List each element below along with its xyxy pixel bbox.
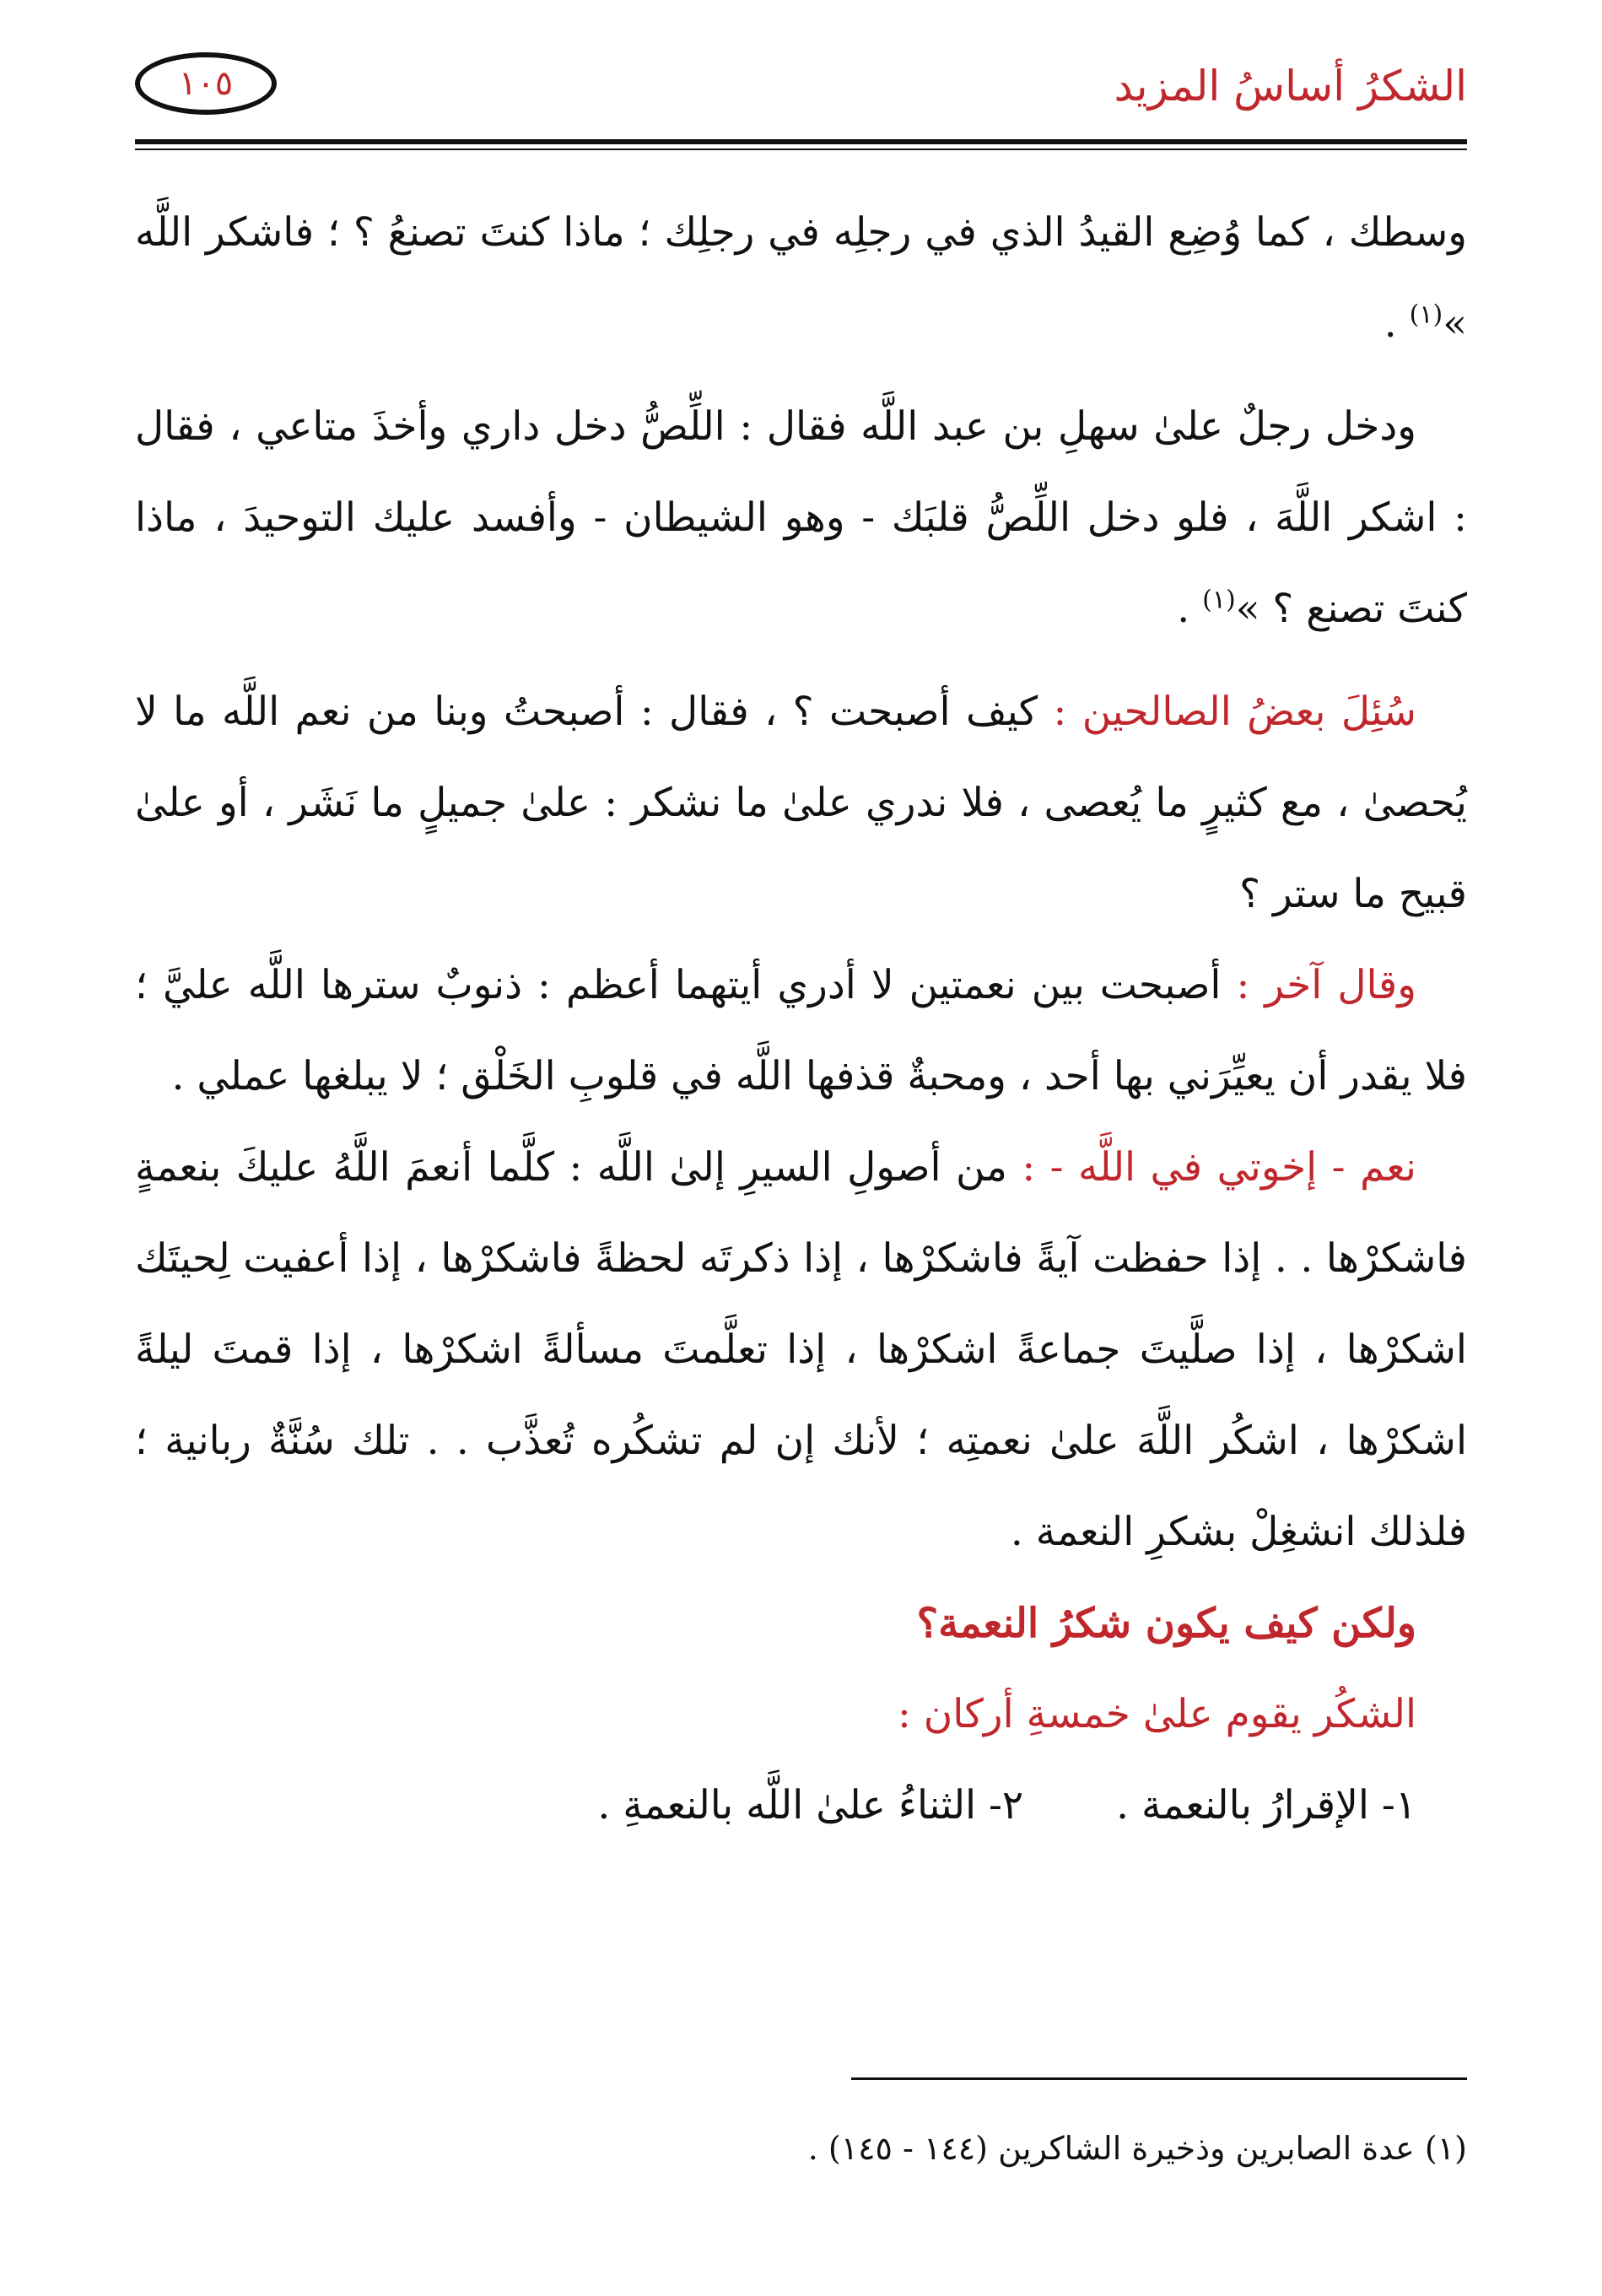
paragraph-3-lead: سُئِلَ بعضُ الصالحين :: [1053, 689, 1416, 735]
pillar-item-1: ١- الإقرارُ بالنعمة .: [1116, 1782, 1416, 1829]
header-divider-thin: [135, 149, 1467, 150]
main-text: [135, 187, 1467, 1851]
paragraph-2: [135, 381, 1467, 655]
page-header: [135, 52, 1467, 137]
footnote: (١) عدة الصابرين وذخيرة الشاكرين (١٤٤ - ١٤٥) .: [807, 2130, 1467, 2167]
footnote-ref-1: (١): [1409, 300, 1443, 330]
header-divider-thick: [135, 139, 1467, 144]
paragraph-3: [135, 667, 1467, 940]
paragraph-5-text: من أصولِ السيرِ إلىٰ اللَّه : كلَّما أنعمَ اللَّهُ عليكَ بنعمةٍ فاشكرْها . . إذا حفظت آيةً فاشكرْها ، إذا ذكرتَه لحظةً فاشكرْها ، إذا أعفيت لِحيتَك اشكرْها ، إذا صلَّيتَ جماعةً اشكرْها ، إذا تعلَّمتَ مسألةً اشكرْها ، إذا قمتَ ليلةً اشكرْها ، اشكُر اللَّهَ علىٰ نعمتِه ؛ لأنك إن لم تشكُره تُعذَّب . . تلك سُنَّةٌ ربانية ؛ فلذلك انشغِلْ بشكرِ النعمة .: [135, 1144, 1467, 1555]
paragraph-5: [135, 1122, 1467, 1578]
pillars-intro: الشكُر يقوم علىٰ خمسةِ أركان :: [897, 1691, 1416, 1737]
paragraph-4: [135, 940, 1467, 1122]
section-question: ولكن كيف يكون شكرُ النعمة؟: [916, 1600, 1416, 1647]
footnote-ref-2: (١): [1202, 585, 1236, 615]
pillars-list: [135, 1760, 1467, 1851]
paragraph-2-text: ودخل رجلٌ علىٰ سهلِ بن عبد اللَّه فقال : اللِّصُّ دخل داري وأخذَ متاعي ، فقال : اشكر اللَّهَ ، فلو دخل اللِّصُّ قلبَك - وهو الشيطان - وأفسد عليك التوحيدَ ، ماذا كنتَ تصنع ؟ »: [135, 403, 1467, 632]
page-number-badge: [135, 52, 277, 115]
footnote-divider: [851, 2077, 1467, 2080]
paragraph-3-text: كيف أصبحت ؟ ، فقال : أصبحتُ وبنا من نعم اللَّه ما لا يُحصىٰ ، مع كثيرٍ ما يُعصى ، فلا ندري علىٰ ما نشكر : علىٰ جميلٍ ما نَشَر ، أو علىٰ قبيح ما ستر ؟: [135, 689, 1467, 917]
pillar-item-2: ٢- الثناءُ علىٰ اللَّه بالنعمةِ .: [597, 1782, 1024, 1829]
paragraph-1-end: .: [1384, 300, 1410, 347]
running-title: الشكرُ أساسُ المزيد: [1114, 62, 1467, 111]
paragraph-4-lead: وقال آخر :: [1236, 962, 1416, 1008]
paragraph-1: [135, 187, 1467, 370]
paragraph-4-text: أصبحت بين نعمتين لا أدري أيتهما أعظم : ذنوبٌ سترها اللَّه عليَّ ؛ فلا يقدر أن يعيِّرَني بها أحد ، ومحبةٌ قذفها اللَّه في قلوبِ الخَلْق ؛ لا يبلغها عملي .: [135, 962, 1467, 1099]
paragraph-2-end: .: [1177, 586, 1203, 632]
page-number: ١٠٥: [178, 64, 234, 103]
paragraph-5-lead: نعم - إخوتي في اللَّه - :: [1022, 1144, 1416, 1191]
paragraph-1-text: وسطك ، كما وُضِع القيدُ الذي في رجلِه في رجلِك ؛ ماذا كنتَ تصنعُ ؟ ؛ فاشكر اللَّه »: [135, 209, 1467, 347]
